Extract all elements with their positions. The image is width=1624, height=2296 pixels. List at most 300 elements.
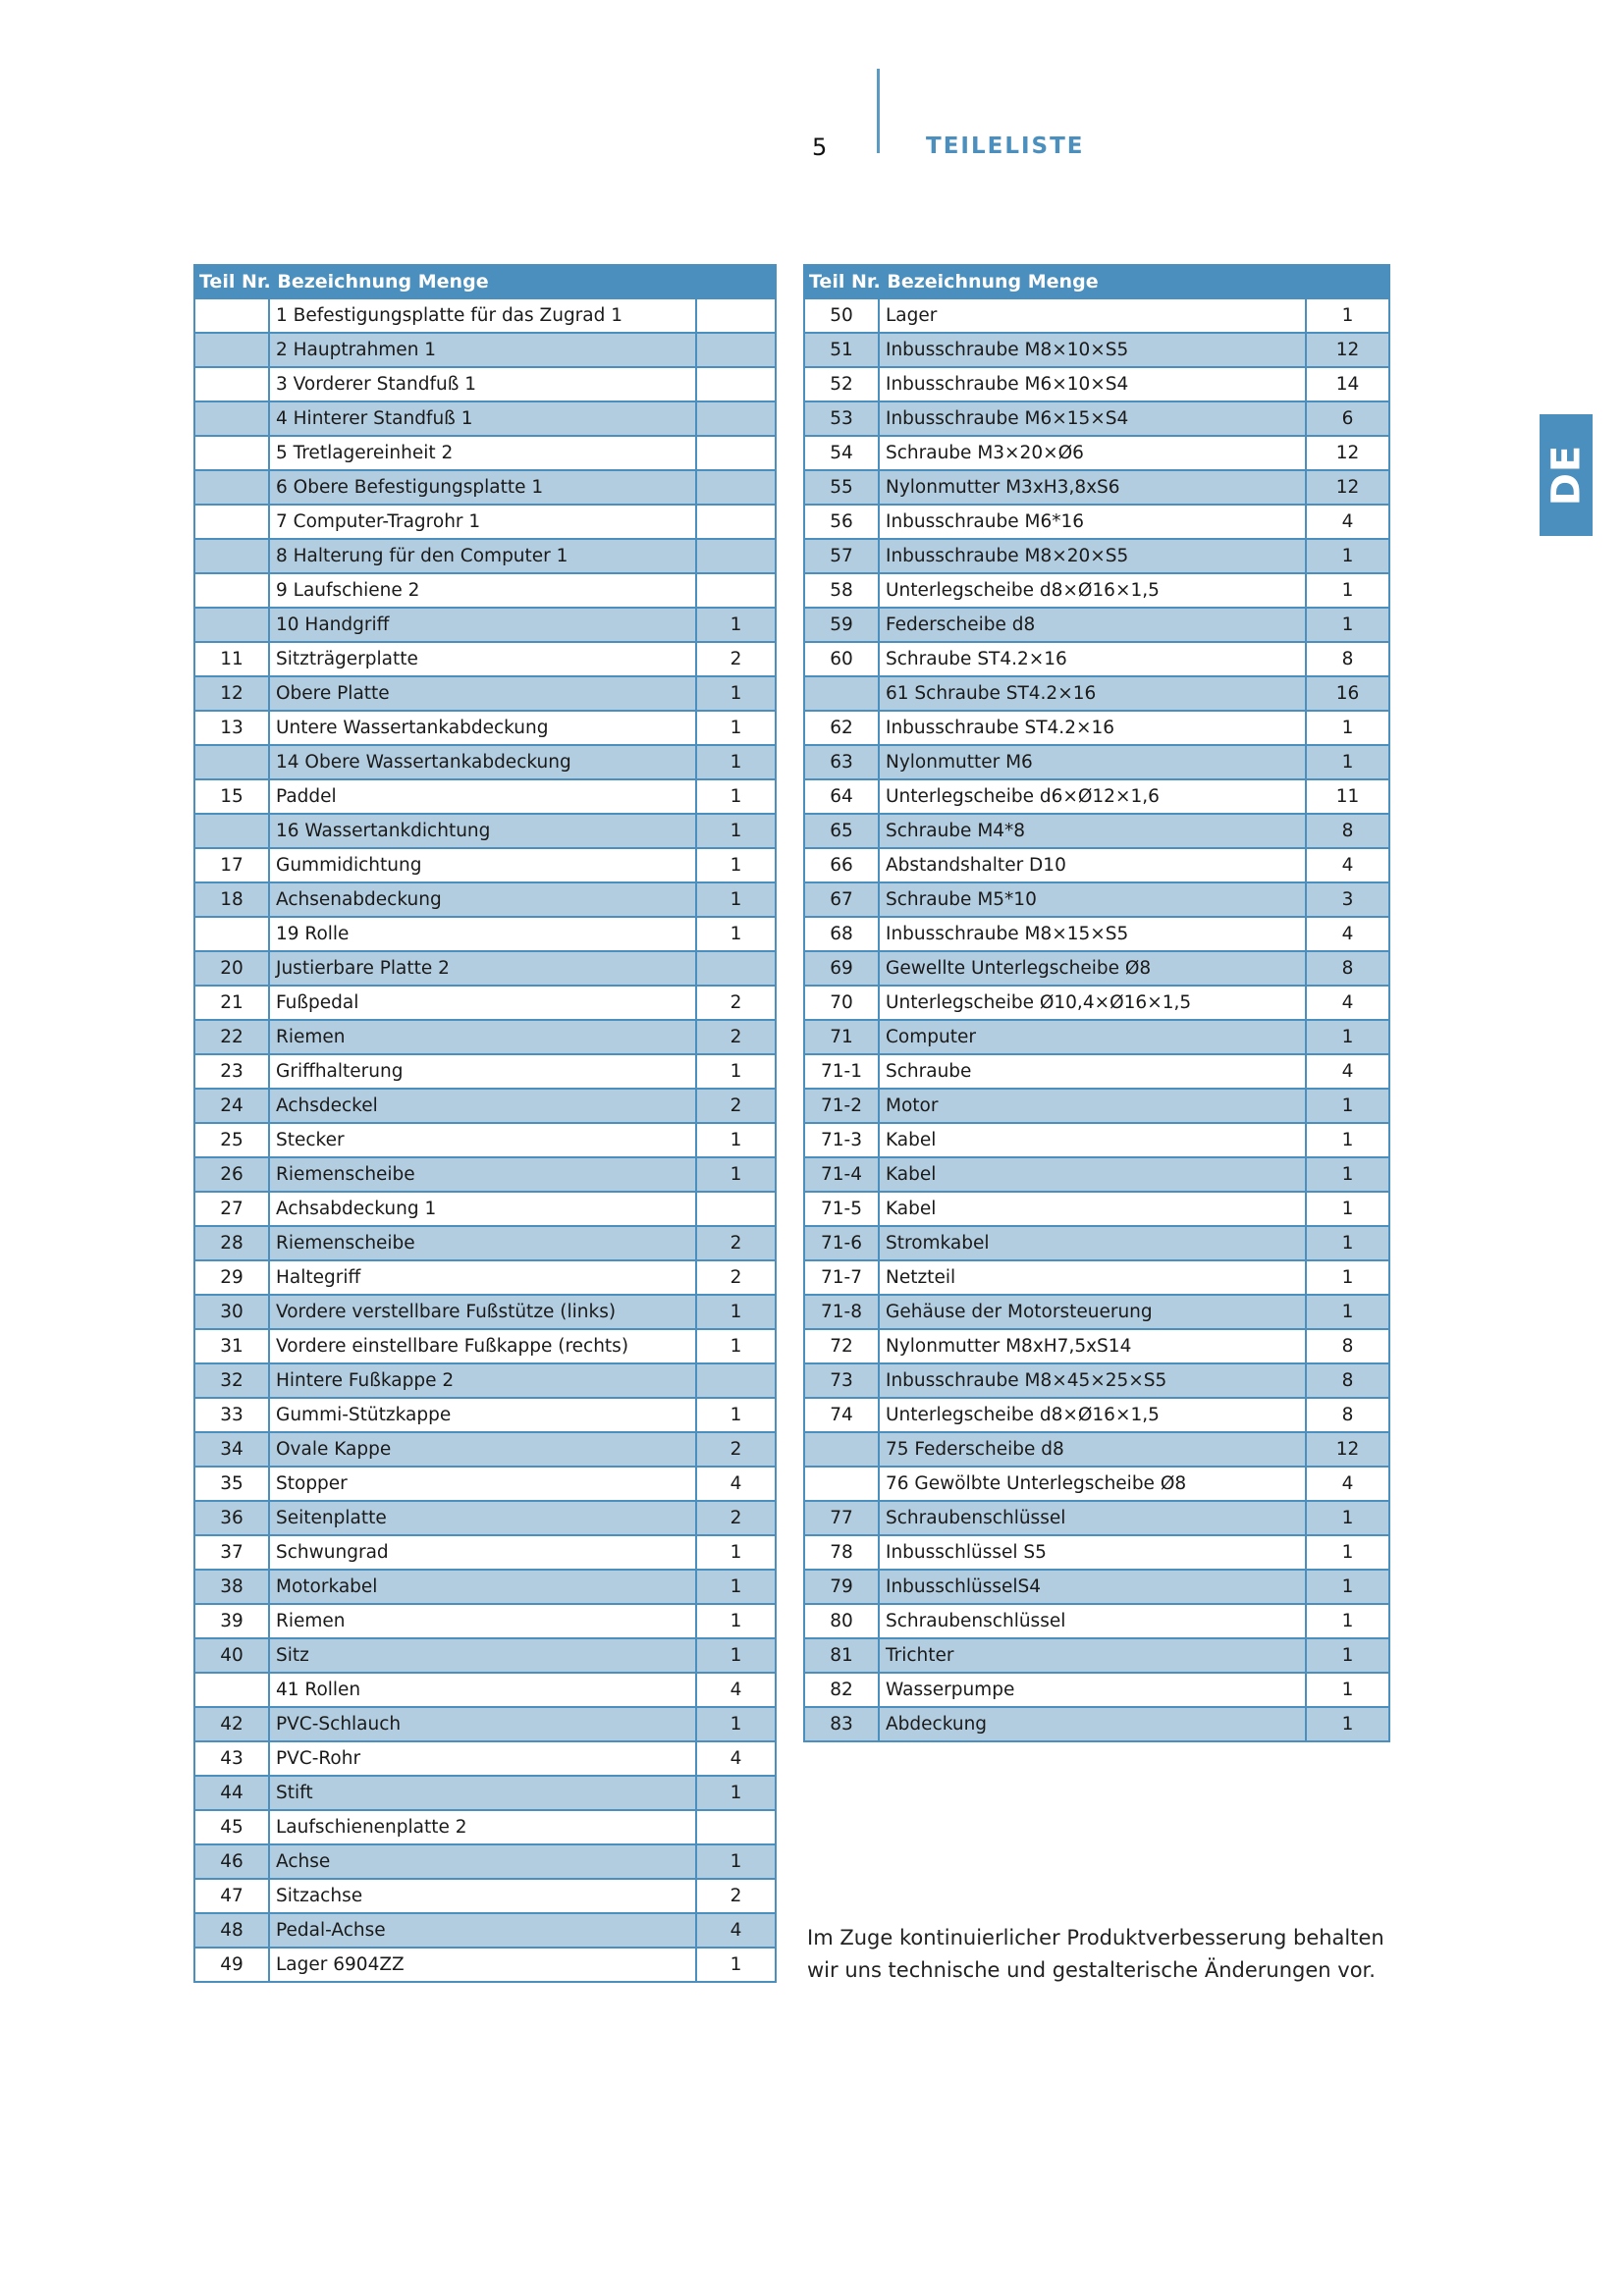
part-name-cell: 19 Rolle bbox=[269, 917, 696, 951]
part-name-cell: Schraube M5*10 bbox=[879, 882, 1306, 917]
quantity-cell: 4 bbox=[696, 1467, 776, 1501]
table-row bbox=[194, 608, 776, 642]
table-row bbox=[194, 1226, 776, 1260]
part-name-cell: Kabel bbox=[879, 1157, 1306, 1192]
part-number-cell: 21 bbox=[194, 986, 269, 1020]
table-row bbox=[804, 1192, 1389, 1226]
part-name-cell: PVC-Schlauch bbox=[269, 1707, 696, 1741]
table-row bbox=[804, 917, 1389, 951]
part-name-cell: Fußpedal bbox=[269, 986, 696, 1020]
quantity-cell: 1 bbox=[1306, 711, 1389, 745]
table-row bbox=[194, 1604, 776, 1638]
part-number-cell: 54 bbox=[804, 436, 879, 470]
part-name-cell: Stopper bbox=[269, 1467, 696, 1501]
part-name-cell: Pedal-Achse bbox=[269, 1913, 696, 1948]
part-number-cell: 58 bbox=[804, 573, 879, 608]
table-row bbox=[194, 1535, 776, 1570]
part-name-cell: Nylonmutter M8xH7,5xS14 bbox=[879, 1329, 1306, 1363]
table-row bbox=[804, 1604, 1389, 1638]
part-number-cell: 48 bbox=[194, 1913, 269, 1948]
quantity-cell: 6 bbox=[1306, 401, 1389, 436]
quantity-cell: 4 bbox=[696, 1913, 776, 1948]
table-row bbox=[194, 642, 776, 676]
quantity-cell: 1 bbox=[696, 1157, 776, 1192]
part-name-cell: Schraubenschlüssel bbox=[879, 1604, 1306, 1638]
quantity-cell bbox=[696, 470, 776, 505]
table-row bbox=[804, 1432, 1389, 1467]
part-name-cell: Stift bbox=[269, 1776, 696, 1810]
table-row bbox=[194, 401, 776, 436]
quantity-cell: 1 bbox=[696, 1535, 776, 1570]
table-header-row bbox=[804, 265, 1389, 298]
quantity-cell bbox=[696, 401, 776, 436]
quantity-cell: 2 bbox=[696, 1260, 776, 1295]
part-name-cell: Inbusschraube M8×45×25×S5 bbox=[879, 1363, 1306, 1398]
part-number-cell: 60 bbox=[804, 642, 879, 676]
quantity-cell: 4 bbox=[1306, 1054, 1389, 1089]
table-row bbox=[194, 745, 776, 779]
part-number-cell: 44 bbox=[194, 1776, 269, 1810]
quantity-cell: 1 bbox=[1306, 539, 1389, 573]
quantity-cell: 12 bbox=[1306, 333, 1389, 367]
table-row bbox=[194, 333, 776, 367]
quantity-cell: 8 bbox=[1306, 1363, 1389, 1398]
part-name-cell: Lager 6904ZZ bbox=[269, 1948, 696, 1982]
part-number-cell: 65 bbox=[804, 814, 879, 848]
quantity-cell bbox=[696, 951, 776, 986]
table-row bbox=[194, 1570, 776, 1604]
part-name-cell: Paddel bbox=[269, 779, 696, 814]
part-name-cell: 1 Befestigungsplatte für das Zugrad 1 bbox=[269, 298, 696, 333]
quantity-cell: 1 bbox=[1306, 298, 1389, 333]
table-row bbox=[194, 1260, 776, 1295]
part-name-cell: Gummi-Stützkappe bbox=[269, 1398, 696, 1432]
part-number-cell: 13 bbox=[194, 711, 269, 745]
table-row bbox=[804, 1535, 1389, 1570]
table-row bbox=[804, 573, 1389, 608]
table-row bbox=[194, 917, 776, 951]
quantity-cell: 4 bbox=[1306, 1467, 1389, 1501]
quantity-cell bbox=[696, 367, 776, 401]
part-name-cell: Riemenscheibe bbox=[269, 1157, 696, 1192]
table-row bbox=[804, 1123, 1389, 1157]
part-name-cell: Federscheibe d8 bbox=[879, 608, 1306, 642]
part-number-cell bbox=[194, 333, 269, 367]
part-number-cell bbox=[804, 1432, 879, 1467]
quantity-cell bbox=[696, 1192, 776, 1226]
table-row bbox=[194, 1638, 776, 1673]
quantity-cell: 1 bbox=[696, 1295, 776, 1329]
part-name-cell: Schraubenschlüssel bbox=[879, 1501, 1306, 1535]
quantity-cell: 2 bbox=[696, 642, 776, 676]
quantity-cell: 1 bbox=[1306, 745, 1389, 779]
table-row bbox=[804, 1157, 1389, 1192]
quantity-cell bbox=[696, 539, 776, 573]
table-row bbox=[804, 814, 1389, 848]
part-name-cell: Schraube bbox=[879, 1054, 1306, 1089]
quantity-cell: 16 bbox=[1306, 676, 1389, 711]
part-name-cell: Unterlegscheibe d8×Ø16×1,5 bbox=[879, 573, 1306, 608]
table-row bbox=[804, 1570, 1389, 1604]
quantity-cell bbox=[696, 436, 776, 470]
table-row bbox=[194, 1776, 776, 1810]
part-number-cell bbox=[194, 298, 269, 333]
part-number-cell: 72 bbox=[804, 1329, 879, 1363]
part-name-cell: Abdeckung bbox=[879, 1707, 1306, 1741]
table-row bbox=[194, 1329, 776, 1363]
part-name-cell: 76 Gewölbte Unterlegscheibe Ø8 bbox=[879, 1467, 1306, 1501]
table-row bbox=[804, 711, 1389, 745]
part-number-cell: 57 bbox=[804, 539, 879, 573]
parts-table-right bbox=[803, 264, 1390, 1742]
part-name-cell: Unterlegscheibe d6×Ø12×1,6 bbox=[879, 779, 1306, 814]
part-name-cell: Gummidichtung bbox=[269, 848, 696, 882]
part-name-cell: Schwungrad bbox=[269, 1535, 696, 1570]
table-row bbox=[804, 848, 1389, 882]
part-name-cell: 4 Hinterer Standfuß 1 bbox=[269, 401, 696, 436]
part-number-cell: 12 bbox=[194, 676, 269, 711]
quantity-cell: 8 bbox=[1306, 814, 1389, 848]
part-number-cell bbox=[194, 401, 269, 436]
part-number-cell: 59 bbox=[804, 608, 879, 642]
part-number-cell: 71-4 bbox=[804, 1157, 879, 1192]
part-number-cell bbox=[194, 1673, 269, 1707]
quantity-cell bbox=[696, 298, 776, 333]
quantity-cell: 1 bbox=[1306, 1638, 1389, 1673]
part-name-cell: Vordere verstellbare Fußstütze (links) bbox=[269, 1295, 696, 1329]
part-number-cell bbox=[194, 367, 269, 401]
part-name-cell: Sitzträgerplatte bbox=[269, 642, 696, 676]
quantity-cell: 1 bbox=[696, 814, 776, 848]
table-row bbox=[804, 401, 1389, 436]
table-row bbox=[804, 470, 1389, 505]
part-number-cell: 15 bbox=[194, 779, 269, 814]
quantity-cell: 1 bbox=[696, 917, 776, 951]
quantity-cell: 1 bbox=[696, 848, 776, 882]
part-name-cell: Abstandshalter D10 bbox=[879, 848, 1306, 882]
quantity-cell: 1 bbox=[1306, 1570, 1389, 1604]
part-name-cell: Sitzachse bbox=[269, 1879, 696, 1913]
part-number-cell: 50 bbox=[804, 298, 879, 333]
part-name-cell: 6 Obere Befestigungsplatte 1 bbox=[269, 470, 696, 505]
part-number-cell: 32 bbox=[194, 1363, 269, 1398]
part-number-cell: 64 bbox=[804, 779, 879, 814]
quantity-cell bbox=[696, 1363, 776, 1398]
quantity-cell: 1 bbox=[696, 1638, 776, 1673]
part-name-cell: Ovale Kappe bbox=[269, 1432, 696, 1467]
quantity-cell: 12 bbox=[1306, 470, 1389, 505]
quantity-cell: 1 bbox=[1306, 1123, 1389, 1157]
quantity-cell: 8 bbox=[1306, 1329, 1389, 1363]
part-name-cell: Nylonmutter M6 bbox=[879, 745, 1306, 779]
quantity-cell: 4 bbox=[1306, 505, 1389, 539]
part-name-cell: PVC-Rohr bbox=[269, 1741, 696, 1776]
part-number-cell: 46 bbox=[194, 1844, 269, 1879]
part-number-cell: 25 bbox=[194, 1123, 269, 1157]
quantity-cell: 8 bbox=[1306, 642, 1389, 676]
part-number-cell: 71-5 bbox=[804, 1192, 879, 1226]
language-tab bbox=[1540, 414, 1593, 536]
header-divider bbox=[877, 69, 880, 153]
quantity-cell: 1 bbox=[1306, 1535, 1389, 1570]
table-row bbox=[194, 1844, 776, 1879]
table-row bbox=[804, 1226, 1389, 1260]
table-row bbox=[804, 1707, 1389, 1741]
part-number-cell: 71-1 bbox=[804, 1054, 879, 1089]
part-name-cell: 3 Vorderer Standfuß 1 bbox=[269, 367, 696, 401]
part-number-cell: 71-2 bbox=[804, 1089, 879, 1123]
part-number-cell: 66 bbox=[804, 848, 879, 882]
part-name-cell: Hintere Fußkappe 2 bbox=[269, 1363, 696, 1398]
page-number: 5 bbox=[812, 133, 828, 161]
part-number-cell: 80 bbox=[804, 1604, 879, 1638]
quantity-cell: 1 bbox=[696, 1844, 776, 1879]
part-name-cell: Riemen bbox=[269, 1020, 696, 1054]
quantity-cell: 1 bbox=[1306, 1020, 1389, 1054]
table-row bbox=[804, 745, 1389, 779]
section-title: TEILELISTE bbox=[926, 133, 1085, 159]
part-name-cell: Computer bbox=[879, 1020, 1306, 1054]
table-row bbox=[804, 1467, 1389, 1501]
part-name-cell: Achsdeckel bbox=[269, 1089, 696, 1123]
table-row bbox=[194, 1363, 776, 1398]
table-row bbox=[194, 711, 776, 745]
quantity-cell: 12 bbox=[1306, 1432, 1389, 1467]
table-row bbox=[804, 505, 1389, 539]
part-number-cell: 22 bbox=[194, 1020, 269, 1054]
quantity-cell: 1 bbox=[1306, 573, 1389, 608]
part-number-cell: 67 bbox=[804, 882, 879, 917]
part-number-cell bbox=[194, 917, 269, 951]
part-name-cell: Gehäuse der Motorsteuerung bbox=[879, 1295, 1306, 1329]
part-number-cell: 28 bbox=[194, 1226, 269, 1260]
table-row bbox=[194, 1123, 776, 1157]
part-number-cell bbox=[194, 436, 269, 470]
quantity-cell: 1 bbox=[696, 608, 776, 642]
part-number-cell: 38 bbox=[194, 1570, 269, 1604]
part-number-cell: 71-7 bbox=[804, 1260, 879, 1295]
part-name-cell: Motor bbox=[879, 1089, 1306, 1123]
table-row bbox=[194, 814, 776, 848]
part-number-cell: 56 bbox=[804, 505, 879, 539]
part-number-cell: 52 bbox=[804, 367, 879, 401]
part-number-cell bbox=[194, 745, 269, 779]
table-row bbox=[804, 1089, 1389, 1123]
part-number-cell: 30 bbox=[194, 1295, 269, 1329]
part-number-cell: 40 bbox=[194, 1638, 269, 1673]
table-header-row bbox=[194, 265, 776, 298]
part-number-cell: 11 bbox=[194, 642, 269, 676]
part-number-cell: 45 bbox=[194, 1810, 269, 1844]
part-name-cell: Kabel bbox=[879, 1123, 1306, 1157]
quantity-cell: 1 bbox=[1306, 1295, 1389, 1329]
language-tab-label: DE bbox=[1543, 444, 1589, 507]
table-row bbox=[194, 1673, 776, 1707]
table-row bbox=[804, 1329, 1389, 1363]
part-number-cell bbox=[194, 505, 269, 539]
part-number-cell: 51 bbox=[804, 333, 879, 367]
part-name-cell: Achsabdeckung 1 bbox=[269, 1192, 696, 1226]
parts-table-left bbox=[193, 264, 777, 1983]
quantity-cell: 1 bbox=[696, 1329, 776, 1363]
quantity-cell: 11 bbox=[1306, 779, 1389, 814]
quantity-cell: 8 bbox=[1306, 1398, 1389, 1432]
part-name-cell: Nylonmutter M3xH3,8xS6 bbox=[879, 470, 1306, 505]
part-name-cell: 2 Hauptrahmen 1 bbox=[269, 333, 696, 367]
part-number-cell: 71-8 bbox=[804, 1295, 879, 1329]
quantity-cell: 4 bbox=[1306, 917, 1389, 951]
part-number-cell bbox=[194, 814, 269, 848]
part-number-cell: 23 bbox=[194, 1054, 269, 1089]
quantity-cell: 1 bbox=[696, 1054, 776, 1089]
table-row bbox=[804, 986, 1389, 1020]
part-name-cell: Riemen bbox=[269, 1604, 696, 1638]
table-row bbox=[804, 1260, 1389, 1295]
part-name-cell: Inbusschraube M8×20×S5 bbox=[879, 539, 1306, 573]
part-name-cell: Inbusschraube M6×15×S4 bbox=[879, 401, 1306, 436]
quantity-cell: 2 bbox=[696, 986, 776, 1020]
part-name-cell: Seitenplatte bbox=[269, 1501, 696, 1535]
part-number-cell: 39 bbox=[194, 1604, 269, 1638]
table-row bbox=[194, 1089, 776, 1123]
part-number-cell: 78 bbox=[804, 1535, 879, 1570]
part-name-cell: Inbusschraube M8×15×S5 bbox=[879, 917, 1306, 951]
table-row bbox=[194, 1054, 776, 1089]
part-number-cell: 47 bbox=[194, 1879, 269, 1913]
quantity-cell: 4 bbox=[1306, 848, 1389, 882]
quantity-cell: 2 bbox=[696, 1089, 776, 1123]
part-name-cell: Unterlegscheibe d8×Ø16×1,5 bbox=[879, 1398, 1306, 1432]
table-row bbox=[194, 1020, 776, 1054]
part-number-cell: 71 bbox=[804, 1020, 879, 1054]
part-number-cell: 26 bbox=[194, 1157, 269, 1192]
table-row bbox=[804, 882, 1389, 917]
part-name-cell: Obere Platte bbox=[269, 676, 696, 711]
table-header: Teil Nr. Bezeichnung Menge bbox=[194, 265, 776, 298]
part-name-cell: Trichter bbox=[879, 1638, 1306, 1673]
part-number-cell: 34 bbox=[194, 1432, 269, 1467]
table-row bbox=[194, 436, 776, 470]
table-row bbox=[804, 436, 1389, 470]
part-name-cell: Sitz bbox=[269, 1638, 696, 1673]
part-number-cell: 29 bbox=[194, 1260, 269, 1295]
part-name-cell: Inbusschraube M6*16 bbox=[879, 505, 1306, 539]
quantity-cell: 1 bbox=[1306, 1260, 1389, 1295]
part-number-cell: 71-3 bbox=[804, 1123, 879, 1157]
table-row bbox=[804, 333, 1389, 367]
quantity-cell: 3 bbox=[1306, 882, 1389, 917]
table-row bbox=[194, 779, 776, 814]
table-row bbox=[804, 1638, 1389, 1673]
part-name-cell: 9 Laufschiene 2 bbox=[269, 573, 696, 608]
part-name-cell: Griffhalterung bbox=[269, 1054, 696, 1089]
part-number-cell: 24 bbox=[194, 1089, 269, 1123]
quantity-cell: 1 bbox=[696, 779, 776, 814]
part-number-cell: 43 bbox=[194, 1741, 269, 1776]
part-number-cell bbox=[194, 573, 269, 608]
table-row bbox=[194, 1192, 776, 1226]
part-number-cell bbox=[194, 470, 269, 505]
part-name-cell: Haltegriff bbox=[269, 1260, 696, 1295]
part-name-cell: Inbusschraube ST4.2×16 bbox=[879, 711, 1306, 745]
part-name-cell: Unterlegscheibe Ø10,4×Ø16×1,5 bbox=[879, 986, 1306, 1020]
part-name-cell: Achsenabdeckung bbox=[269, 882, 696, 917]
part-name-cell: 10 Handgriff bbox=[269, 608, 696, 642]
part-number-cell: 62 bbox=[804, 711, 879, 745]
quantity-cell: 1 bbox=[1306, 1157, 1389, 1192]
part-number-cell: 49 bbox=[194, 1948, 269, 1982]
part-number-cell: 42 bbox=[194, 1707, 269, 1741]
table-row bbox=[194, 1741, 776, 1776]
part-number-cell: 37 bbox=[194, 1535, 269, 1570]
quantity-cell: 8 bbox=[1306, 951, 1389, 986]
table-row bbox=[194, 505, 776, 539]
quantity-cell: 1 bbox=[1306, 1673, 1389, 1707]
table-row bbox=[194, 848, 776, 882]
table-row bbox=[804, 1673, 1389, 1707]
table-row bbox=[194, 1432, 776, 1467]
part-name-cell: Schraube M4*8 bbox=[879, 814, 1306, 848]
quantity-cell: 2 bbox=[696, 1501, 776, 1535]
table-row bbox=[804, 676, 1389, 711]
table-row bbox=[194, 1948, 776, 1982]
quantity-cell: 2 bbox=[696, 1879, 776, 1913]
part-name-cell: Motorkabel bbox=[269, 1570, 696, 1604]
table-header: Teil Nr. Bezeichnung Menge bbox=[804, 265, 1389, 298]
quantity-cell: 14 bbox=[1306, 367, 1389, 401]
part-name-cell: 5 Tretlagereinheit 2 bbox=[269, 436, 696, 470]
part-number-cell bbox=[804, 1467, 879, 1501]
part-number-cell bbox=[804, 676, 879, 711]
part-name-cell: Lager bbox=[879, 298, 1306, 333]
footer-note: Im Zuge kontinuierlicher Produktverbesserung behalten wir uns technische und gestalterische Änderungen vor. bbox=[807, 1926, 1384, 1982]
quantity-cell: 1 bbox=[696, 1570, 776, 1604]
table-row bbox=[194, 1467, 776, 1501]
table-row bbox=[804, 367, 1389, 401]
part-name-cell: Justierbare Platte 2 bbox=[269, 951, 696, 986]
table-row bbox=[194, 470, 776, 505]
table-row bbox=[804, 539, 1389, 573]
table-row bbox=[804, 1501, 1389, 1535]
part-name-cell: 7 Computer-Tragrohr 1 bbox=[269, 505, 696, 539]
table-row bbox=[194, 676, 776, 711]
table-row bbox=[804, 642, 1389, 676]
quantity-cell: 1 bbox=[696, 882, 776, 917]
table-row bbox=[194, 986, 776, 1020]
part-number-cell: 79 bbox=[804, 1570, 879, 1604]
quantity-cell: 2 bbox=[696, 1432, 776, 1467]
table-row bbox=[194, 573, 776, 608]
part-number-cell: 17 bbox=[194, 848, 269, 882]
part-number-cell: 82 bbox=[804, 1673, 879, 1707]
quantity-cell: 2 bbox=[696, 1226, 776, 1260]
table-row bbox=[804, 1398, 1389, 1432]
table-row bbox=[804, 608, 1389, 642]
quantity-cell: 4 bbox=[696, 1741, 776, 1776]
table-row bbox=[194, 882, 776, 917]
part-number-cell: 20 bbox=[194, 951, 269, 986]
quantity-cell: 1 bbox=[1306, 608, 1389, 642]
part-number-cell: 31 bbox=[194, 1329, 269, 1363]
quantity-cell: 1 bbox=[1306, 1501, 1389, 1535]
table-row bbox=[194, 1810, 776, 1844]
quantity-cell bbox=[696, 505, 776, 539]
table-row bbox=[804, 779, 1389, 814]
part-number-cell bbox=[194, 608, 269, 642]
quantity-cell: 1 bbox=[1306, 1192, 1389, 1226]
part-name-cell: Netzteil bbox=[879, 1260, 1306, 1295]
part-number-cell: 69 bbox=[804, 951, 879, 986]
